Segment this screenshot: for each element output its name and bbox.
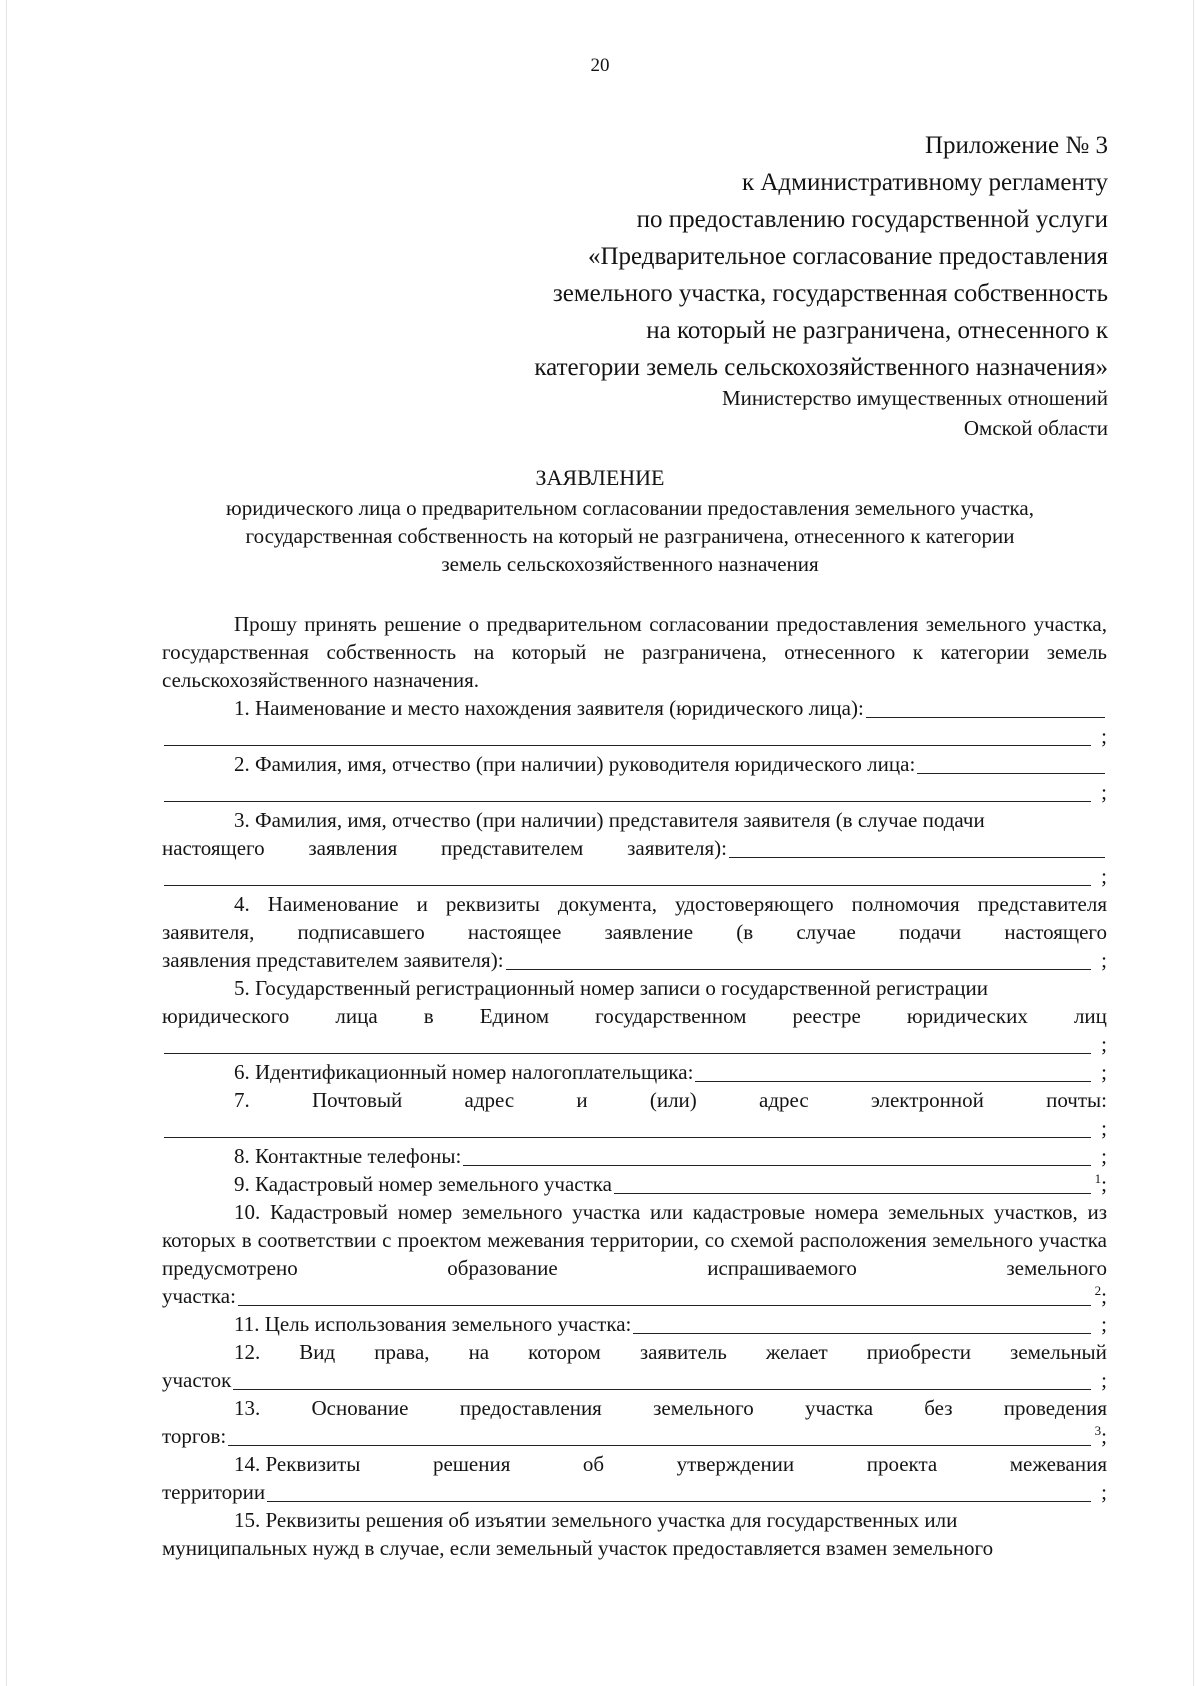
item-15: [162, 1506, 1107, 1534]
item-3-line3: ;: [162, 862, 1107, 890]
item-14: 14. Реквизиты решения об утверждении проекта межевания: [234, 1452, 1107, 1476]
item-14-field[interactable]: [267, 1481, 1091, 1502]
footnote-ref: 3: [1094, 1423, 1102, 1438]
addressee-line: Омской области: [963, 416, 1108, 440]
appendix-line: по предоставлению государственной услуги: [636, 206, 1108, 233]
item-6-field[interactable]: [695, 1061, 1091, 1082]
item-2-field[interactable]: [917, 753, 1105, 774]
appendix-line: «Предварительное согласование предоставления: [587, 243, 1108, 270]
item-3-field[interactable]: [729, 837, 1105, 858]
item-1-line2: ;: [162, 722, 1107, 750]
item-12-line2: участок ;: [162, 1368, 1107, 1392]
item-8-field[interactable]: [463, 1145, 1091, 1166]
item-4-field[interactable]: [506, 949, 1091, 970]
item-5-label: 5. Государственный регистрационный номер записи о государственной регистрации: [234, 976, 988, 1000]
document-subtitle: [150, 494, 1110, 578]
item-11-field[interactable]: [633, 1313, 1091, 1334]
item-4-tail: заявления представителем заявителя):: [162, 948, 504, 972]
item-13-tail: торгов:: [162, 1424, 227, 1448]
item-8-label: 8. Контактные телефоны:: [234, 1144, 462, 1168]
item-5-line2: юридического лица в Едином государственном реестре юридических лиц: [162, 1004, 1107, 1028]
item-13-field[interactable]: [228, 1425, 1091, 1446]
item-3-field-2[interactable]: [164, 865, 1091, 886]
item-2: [162, 750, 1107, 778]
scan-edge-right: [1193, 0, 1194, 1686]
item-13: 13. Основание предоставления земельного участка без проведения: [234, 1396, 1107, 1420]
item-10-field[interactable]: [238, 1285, 1091, 1306]
item-3-label: 3. Фамилия, имя, отчество (при наличии) представителя заявителя (в случае подачи: [234, 808, 985, 832]
appendix-line: категории земель сельскохозяйственного назначения»: [534, 354, 1108, 381]
item-7-field[interactable]: [164, 1117, 1091, 1138]
item-10-line4: участка: $^2$;: [162, 1283, 1107, 1308]
item-14-tail: территории: [162, 1480, 266, 1504]
addressee-line: Министерство имущественных отношений: [721, 386, 1108, 410]
item-11-label: 11. Цель использования земельного участка:: [234, 1312, 632, 1336]
item-14-line2: территории ;: [162, 1480, 1107, 1504]
item-1: [162, 694, 1107, 722]
item-5: [162, 974, 1107, 1002]
appendix-line: земельного участка, государственная собственность: [552, 280, 1108, 307]
subtitle-line: государственная собственность на который не разграничена, отнесенного к категории: [245, 524, 1015, 548]
item-12-tail: участок: [162, 1368, 232, 1392]
subtitle-line: юридического лица о предварительном согласовании предоставления земельного участка,: [226, 496, 1034, 520]
item-7-line2: ;: [162, 1114, 1107, 1142]
footnote-ref: 1: [1094, 1171, 1102, 1186]
item-1-label: 1. Наименование и место нахождения заявителя (юридического лица):: [234, 696, 864, 720]
appendix-line: к Административному регламенту: [741, 169, 1108, 196]
subtitle-line: земель сельскохозяйственного назначения: [441, 552, 819, 576]
item-15-label: 15. Реквизиты решения об изъятии земельного участка для государственных или: [234, 1508, 958, 1532]
item-12: 12. Вид права, на котором заявитель желает приобрести земельный: [234, 1340, 1107, 1364]
item-2-line2: ;: [162, 778, 1107, 806]
item-6: 6. Идентификационный номер налогоплательщика: ;: [234, 1060, 1107, 1084]
application-body: [162, 610, 1107, 1562]
item-1-field[interactable]: [866, 697, 1105, 718]
intro-paragraph: Прошу принять решение о предварительном согласовании предоставления земельного участка, государственная собственность на который не разграничена, отнесенного к категории земель сельскохозяйственного назначения.: [162, 612, 1107, 692]
item-3: [162, 806, 1107, 834]
item-3-words: настоящего заявления представителем заявителя):: [162, 836, 727, 860]
item-2-field-2[interactable]: [164, 781, 1091, 802]
addressee: [722, 383, 1108, 443]
scan-edge-left: [6, 0, 7, 1686]
item-8: 8. Контактные телефоны: ;: [234, 1144, 1107, 1168]
item-1-field-2[interactable]: [164, 725, 1091, 746]
item-5-field[interactable]: [164, 1033, 1091, 1054]
item-10-label: 10. Кадастровый номер земельного участка или кадастровые номера земельных участков, из которых в соответствии с проектом межевания территории, со схемой расположения земельного участка предусмотрено образование испрашиваемого земельного: [162, 1200, 1107, 1280]
item-7: 7. Почтовый адрес и (или) адрес электронной почты:: [234, 1088, 1107, 1112]
item-4-label: 4. Наименование и реквизиты документа, удостоверяющего полномочия представителя заявителя, подписавшего настоящее заявление (в случае подачи настоящего: [162, 892, 1107, 944]
item-11: 11. Цель использования земельного участка: ;: [234, 1312, 1107, 1336]
item-9-field[interactable]: [614, 1173, 1091, 1194]
item-5-line3: ;: [162, 1030, 1107, 1058]
page-number: 20: [590, 55, 610, 76]
item-12-field[interactable]: [233, 1369, 1091, 1390]
document-title: ЗАЯВЛЕНИЕ: [535, 465, 665, 490]
appendix-header: [534, 127, 1108, 386]
footnote-ref: 2: [1094, 1283, 1102, 1298]
item-15-line2-text: муниципальных нужд в случае, если земельный участок предоставляется взамен земельного: [162, 1536, 994, 1560]
item-10-tail: участка:: [162, 1284, 236, 1308]
item-6-label: 6. Идентификационный номер налогоплательщика:: [234, 1060, 694, 1084]
item-2-label: 2. Фамилия, имя, отчество (при наличии) руководителя юридического лица:: [234, 752, 916, 776]
item-3-line2: [162, 834, 1107, 862]
item-9: 9. Кадастровый номер земельного участка $^1$;: [234, 1171, 1107, 1196]
appendix-title: Приложение № 3: [924, 132, 1108, 159]
appendix-line: на который не разграничена, отнесенного к: [646, 317, 1108, 344]
item-4-line3: заявления представителем заявителя): ;: [162, 948, 1107, 972]
item-9-label: 9. Кадастровый номер земельного участка: [234, 1172, 612, 1196]
item-13-line2: торгов: $^3$;: [162, 1423, 1107, 1448]
item-15-line2: [162, 1534, 1107, 1562]
